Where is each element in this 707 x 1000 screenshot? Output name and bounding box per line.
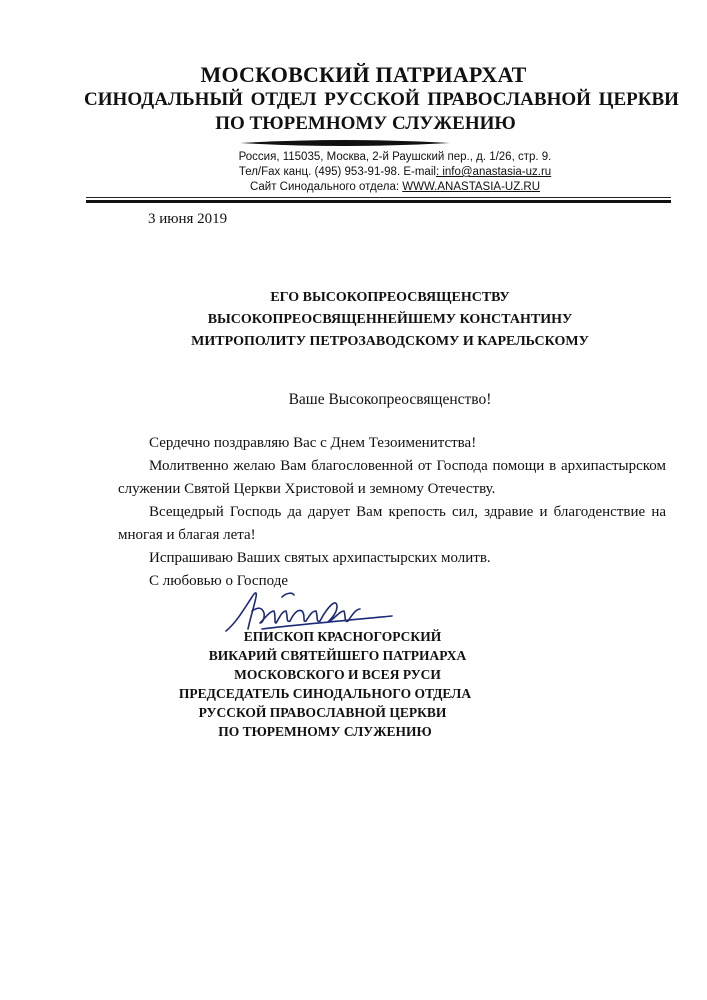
- letter-body: [118, 432, 666, 593]
- letterhead-line-3: ПО ТЮРЕМНОМУ СЛУЖЕНИЮ: [215, 113, 516, 134]
- salutation: Ваше Высокопреосвященство!: [288, 391, 492, 408]
- contact-address: Россия, 115035, Москва, 2-й Раушский пер., д. 1/26, стр. 9.: [238, 151, 552, 163]
- addressee-line-2: ВЫСОКОПРЕОСВЯЩЕННЕЙШЕМУ КОНСТАНТИНУ: [207, 312, 573, 327]
- signer-block: [120, 627, 520, 741]
- body-paragraph-4: Испрашиваю Ваших святых архипастырских молитв.: [149, 550, 491, 566]
- body-paragraph-2: Молитвенно желаю Вам благословенной от Господа помощи в архипастырском служении Святой Церкви Христовой и земному Отечеству.: [118, 458, 666, 497]
- header-rule-thin: [86, 197, 671, 198]
- contact-phone: Тел/Fax канц. (495) 953-91-98. E-mail: [238, 166, 436, 178]
- signer-line-3: МОСКОВСКОГО И ВСЕЯ РУСИ: [234, 667, 441, 682]
- body-paragraph-5: С любовью о Господе: [149, 573, 288, 589]
- addressee-line-3: МИТРОПОЛИТУ ПЕТРОЗАВОДСКОМУ И КАРЕЛЬСКОМУ: [191, 334, 589, 349]
- ornament-divider-icon: [240, 138, 450, 148]
- addressee-line-1: ЕГО ВЫСОКОПРЕОСВЯЩЕНСТВУ: [270, 290, 510, 305]
- contact-phone-email: [200, 165, 590, 180]
- contact-site: [200, 180, 590, 195]
- body-paragraph-1: Сердечно поздравляю Вас с Днем Тезоименитства!: [149, 435, 477, 451]
- letterhead-line-1: МОСКОВСКИЙ ПАТРИАРХАТ: [200, 62, 527, 87]
- letter-date: 3 июня 2019: [148, 211, 228, 227]
- contact-site-label: Сайт Синодального отдела:: [249, 181, 403, 193]
- letterhead-line-2: СИНОДАЛЬНЫЙ ОТДЕЛ РУССКОЙ ПРАВОСЛАВНОЙ ЦЕРКВИ: [84, 89, 679, 110]
- signer-line-5: РУССКОЙ ПРАВОСЛАВНОЙ ЦЕРКВИ: [198, 705, 447, 720]
- body-paragraph-3: Всещедрый Господь да дарует Вам крепость сил, здравие и благоденствие на многая и благая лета!: [118, 504, 666, 543]
- contact-site-link[interactable]: WWW.ANASTASIA-UZ.RU: [402, 181, 541, 193]
- letterhead-contacts: [200, 150, 590, 195]
- signer-line-1: ЕПИСКОП КРАСНОГОРСКИЙ: [243, 629, 442, 644]
- header-rule-thick: [86, 200, 671, 203]
- signer-line-2: ВИКАРИЙ СВЯТЕЙШЕГО ПАТРИАРХА: [208, 648, 467, 663]
- signer-line-4: ПРЕДСЕДАТЕЛЬ СИНОДАЛЬНОГО ОТДЕЛА: [178, 686, 472, 701]
- signer-line-6: ПО ТЮРЕМНОМУ СЛУЖЕНИЮ: [218, 724, 432, 739]
- contact-email-link[interactable]: : info@anastasia-uz.ru: [435, 166, 552, 178]
